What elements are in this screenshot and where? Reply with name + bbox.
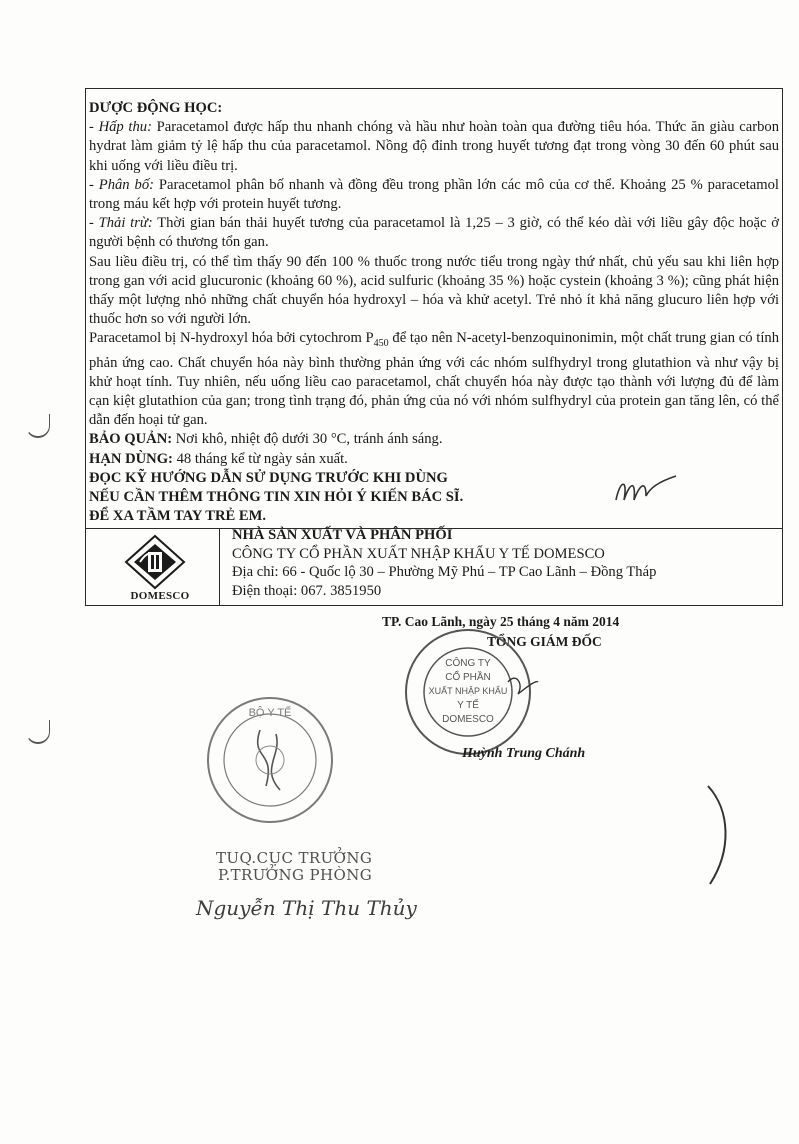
initials-signature — [606, 470, 686, 510]
approval-date: TP. Cao Lãnh, ngày 25 tháng 4 năm 2014 — [382, 614, 620, 629]
svg-text:Y TẾ: Y TẾ — [457, 700, 479, 711]
leaflet-body — [89, 99, 779, 526]
metabolism-paragraph — [89, 329, 779, 430]
cytochrome-subscript: 450 — [373, 338, 389, 350]
excretion-paragraph: Sau liều điều trị, có thể tìm thấy 90 đến 100 % thuốc trong nước tiểu trong ngày thứ nhất, chủ yếu sau khi liên hợp trong gan với acid glucuronic (khoảng 60 %), acid sulfuric (khoảng 35 %) hoặc cystein (khoảng 3 %); cũng phát hiện thấy một lượng nhỏ những chất chuyển hóa hydroxyl – hóa và khử acetyl. Trẻ nhỏ ít khả năng glucuro liên hợp với thuốc hơn so với người lớn. — [89, 253, 779, 328]
elimination-label: - Thải trừ: — [89, 215, 153, 232]
expiry-line — [89, 450, 779, 469]
warning-read-instructions: ĐỌC KỸ HƯỚNG DẪN SỬ DỤNG TRƯỚC KHI DÙNG — [89, 469, 448, 486]
punch-hole-bottom — [26, 720, 50, 744]
logo-divider — [219, 528, 220, 606]
ministry-authorization — [216, 850, 372, 884]
absorption-paragraph — [89, 118, 779, 176]
ministry-signer-name: Nguyễn Thị Thu Thủy — [196, 896, 417, 920]
absorption-label: - Hấp thu: — [89, 119, 152, 136]
ministry-line-2: P.TRƯỞNG PHÒNG — [218, 866, 373, 884]
svg-text:DOMESCO: DOMESCO — [442, 714, 494, 725]
manufacturer-company: CÔNG TY CỔ PHẦN XUẤT NHẬP KHẨU Y TẾ DOMESCO — [232, 545, 605, 562]
manufacturer-info — [232, 526, 656, 600]
metabolism-text-post: để tạo nên N-acetyl-benzoquinonimin, một chất trung gian có tính phản ứng cao. Chất chuyển hóa này bình thường phản ứng với các nhóm sulfhydryl trong glutathion và như vậy bị khử hoạt tính. Tuy nhiên, nếu uống liều cao paracetamol, chất chuyển hóa này được tạo thành với lượng đủ để làm cạn kiệt glutathion của gan; trong tình trạng đó, phản ứng của nó với nhóm sulfhydryl của protein gan tăng lên, có thể dẫn đến hoại tử gan. — [89, 330, 779, 429]
distribution-paragraph — [89, 176, 779, 214]
warning-keep-away-children: ĐỂ XA TẦM TAY TRẺ EM. — [89, 508, 267, 525]
ministry-line-1: TUQ.CỤC TRƯỞNG — [216, 849, 373, 867]
absorption-text: Paracetamol được hấp thu nhanh chóng và hầu như hoàn toàn qua đường tiêu hóa. Thức ăn giàu carbon hydrat làm giảm tỷ lệ hấp thu của paracetamol. Nồng độ đỉnh trong huyết tương đạt trong vòng 30 đến 60 phút sau khi uống với liều điều trị. — [89, 119, 779, 174]
domesco-logo-icon — [96, 532, 214, 592]
svg-text:CỔ PHẦN: CỔ PHẦN — [445, 672, 491, 683]
storage-line — [89, 430, 779, 449]
expiry-text: 48 tháng kể từ ngày sản xuất. — [172, 450, 348, 467]
ministry-stamp — [200, 690, 350, 830]
signer-title: TỔNG GIÁM ĐỐC — [487, 634, 602, 649]
elimination-text: Thời gian bán thải huyết tương của paracetamol là 1,25 – 3 giờ, có thể kéo dài với liều gây độc hoặc ở người bệnh có thương tổn gan. — [89, 215, 779, 251]
signer-name: Huỳnh Trung Chánh — [462, 746, 586, 761]
distribution-text: Paracetamol phân bố nhanh và đồng đều trong phần lớn các mô của cơ thể. Khoảng 25 % paracetamol trong máu kết hợp với protein huyết tương. — [89, 176, 779, 213]
manufacturer-address: Địa chỉ: 66 - Quốc lộ 30 – Phường Mỹ Phú – TP Cao Lãnh – Đồng Tháp — [232, 564, 657, 581]
punch-hole-top — [26, 414, 50, 438]
elimination-paragraph — [89, 214, 779, 252]
company-stamp — [388, 622, 548, 762]
manufacturer-phone: Điện thoại: 067. 3851950 — [232, 582, 382, 599]
manufacturer-title: NHÀ SẢN XUẤT VÀ PHÂN PHỐI — [232, 527, 453, 543]
svg-text:CÔNG TY: CÔNG TY — [445, 658, 491, 669]
expiry-label: HẠN DÙNG: — [89, 450, 173, 467]
logo-label: DOMESCO — [130, 590, 190, 602]
warning-ask-doctor: NẾU CẦN THÊM THÔNG TIN XIN HỎI Ý KIẾN BÁC SĨ. — [89, 488, 464, 505]
margin-scribble — [700, 780, 740, 890]
storage-text: Nơi khô, nhiệt độ dưới 30 °C, tránh ánh sáng. — [172, 431, 443, 448]
storage-label: BẢO QUẢN: — [89, 431, 173, 448]
distribution-label: - Phân bố: — [89, 176, 154, 193]
metabolism-text-pre: Paracetamol bị N-hydroxyl hóa bởi cytochrom P — [89, 330, 374, 347]
svg-text:BỘ Y TẾ: BỘ Y TẾ — [248, 707, 292, 719]
section-heading: DƯỢC ĐỘNG HỌC: — [89, 100, 223, 116]
svg-text:XUẤT NHẬP KHẨU: XUẤT NHẬP KHẨU — [428, 686, 508, 696]
